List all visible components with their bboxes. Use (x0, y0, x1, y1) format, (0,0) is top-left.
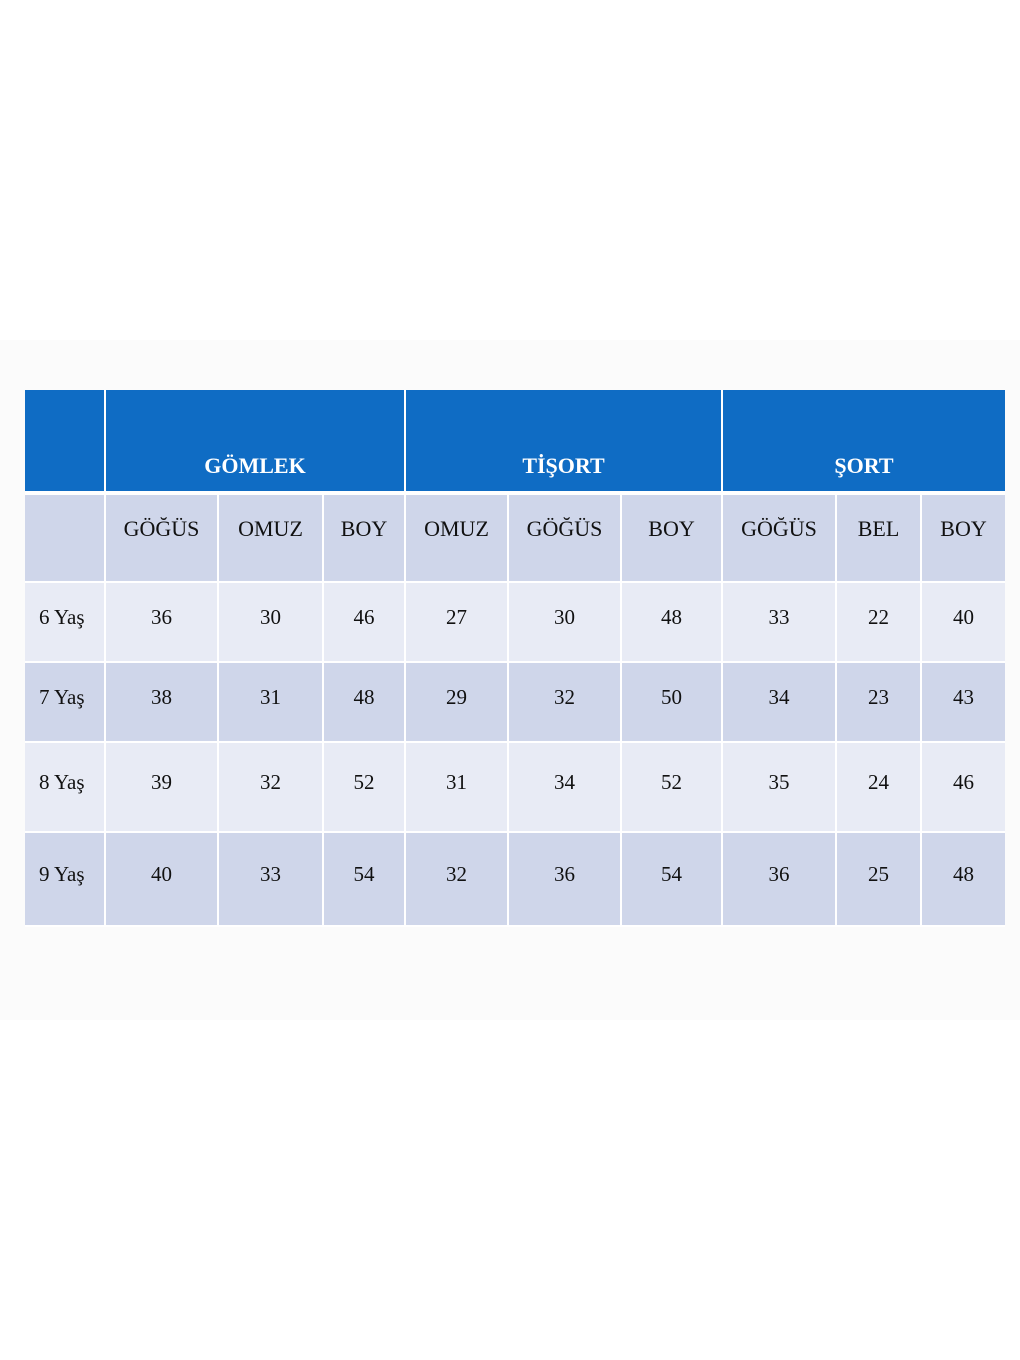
measurement-cell: 32 (509, 663, 622, 743)
corner-cell (25, 390, 106, 495)
measurement-cell: 32 (219, 743, 324, 833)
measurement-cell: 46 (324, 583, 406, 663)
column-header: BOY (922, 495, 1005, 583)
measurement-cell: 40 (922, 583, 1005, 663)
measurement-cell: 35 (723, 743, 837, 833)
column-header: GÖĞÜS (106, 495, 219, 583)
measurement-cell: 40 (106, 833, 219, 927)
column-header-row (25, 495, 1005, 583)
age-cell: 6 Yaş (25, 583, 106, 663)
measurement-cell: 36 (723, 833, 837, 927)
size-chart-table (25, 390, 1005, 927)
group-header-gomlek: GÖMLEK (106, 390, 406, 495)
table-row (25, 833, 1005, 927)
column-header: OMUZ (219, 495, 324, 583)
measurement-cell: 52 (622, 743, 723, 833)
column-header: BEL (837, 495, 922, 583)
measurement-cell: 34 (509, 743, 622, 833)
measurement-cell: 39 (106, 743, 219, 833)
age-cell: 8 Yaş (25, 743, 106, 833)
column-header: GÖĞÜS (723, 495, 837, 583)
measurement-cell: 31 (406, 743, 509, 833)
measurement-cell: 24 (837, 743, 922, 833)
measurement-cell: 33 (723, 583, 837, 663)
table-row (25, 743, 1005, 833)
column-header: BOY (324, 495, 406, 583)
table-row (25, 663, 1005, 743)
group-header-tisort: TİŞORT (406, 390, 723, 495)
measurement-cell: 50 (622, 663, 723, 743)
measurement-cell: 25 (837, 833, 922, 927)
corner-cell (25, 495, 106, 583)
measurement-cell: 38 (106, 663, 219, 743)
measurement-cell: 34 (723, 663, 837, 743)
measurement-cell: 43 (922, 663, 1005, 743)
measurement-cell: 31 (219, 663, 324, 743)
column-header: BOY (622, 495, 723, 583)
age-cell: 9 Yaş (25, 833, 106, 927)
column-header: OMUZ (406, 495, 509, 583)
measurement-cell: 30 (509, 583, 622, 663)
measurement-cell: 36 (509, 833, 622, 927)
table-body (25, 583, 1005, 927)
group-header-row (25, 390, 1005, 495)
measurement-cell: 48 (922, 833, 1005, 927)
measurement-cell: 23 (837, 663, 922, 743)
measurement-cell: 36 (106, 583, 219, 663)
measurement-cell: 52 (324, 743, 406, 833)
measurement-cell: 48 (324, 663, 406, 743)
group-header-sort: ŞORT (723, 390, 1005, 495)
measurement-cell: 33 (219, 833, 324, 927)
column-header: GÖĞÜS (509, 495, 622, 583)
measurement-cell: 27 (406, 583, 509, 663)
measurement-cell: 29 (406, 663, 509, 743)
measurement-cell: 30 (219, 583, 324, 663)
measurement-cell: 32 (406, 833, 509, 927)
measurement-cell: 54 (324, 833, 406, 927)
table-row (25, 583, 1005, 663)
measurement-cell: 54 (622, 833, 723, 927)
measurement-cell: 22 (837, 583, 922, 663)
age-cell: 7 Yaş (25, 663, 106, 743)
measurement-cell: 48 (622, 583, 723, 663)
measurement-cell: 46 (922, 743, 1005, 833)
